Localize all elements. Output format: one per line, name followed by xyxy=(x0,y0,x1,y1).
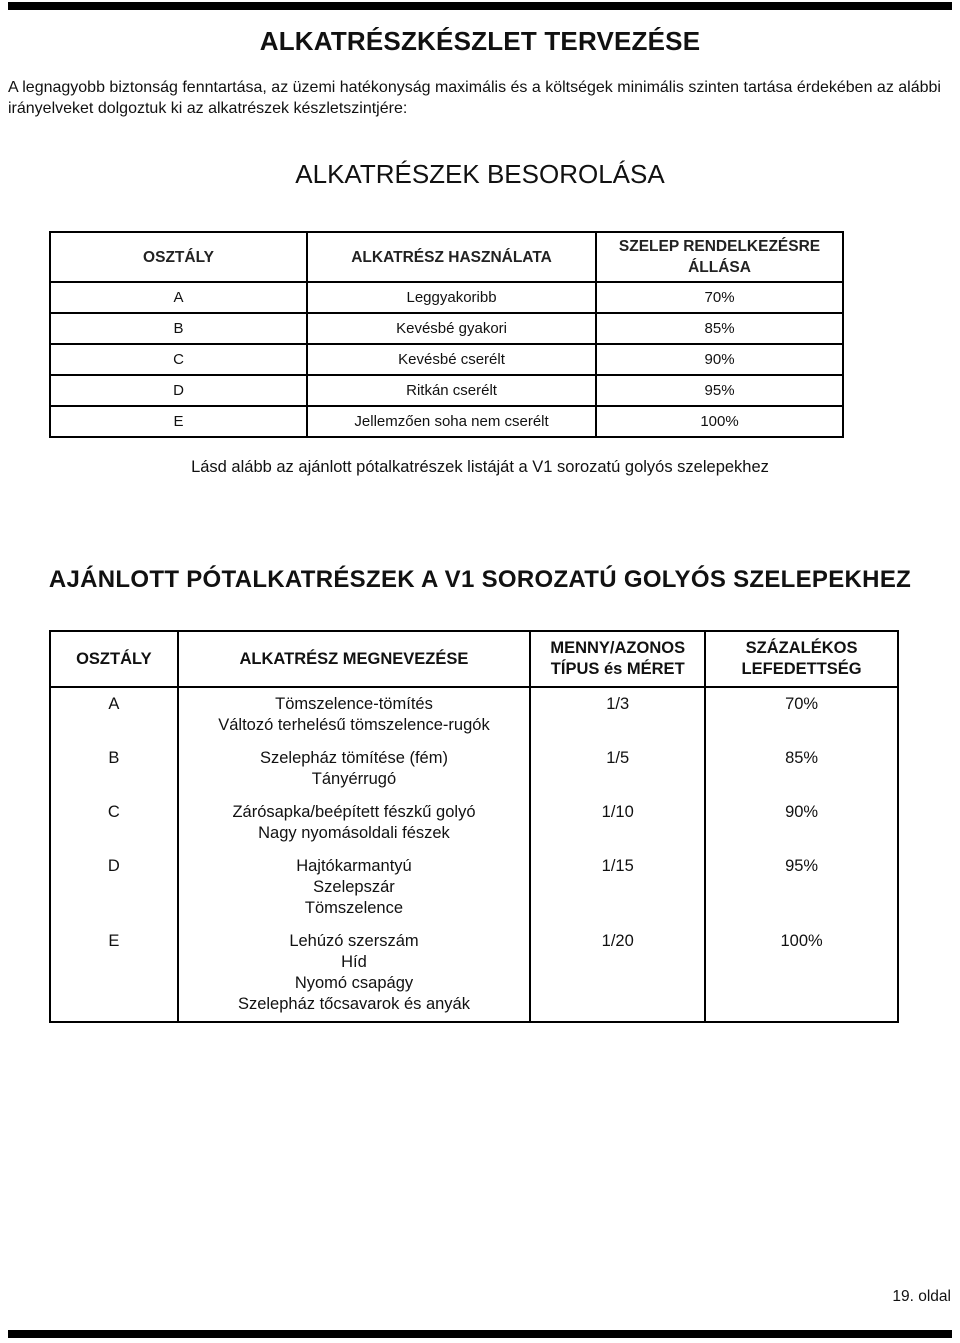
cell-quantity xyxy=(530,742,705,796)
cell-coverage xyxy=(705,742,898,796)
cell-availability: 95% xyxy=(596,375,843,406)
cell-class xyxy=(50,850,178,925)
cell-availability: 90% xyxy=(596,344,843,375)
part-item: Változó terhelésű tömszelence-rugók xyxy=(218,716,490,734)
cell-coverage-text: 100% xyxy=(780,932,823,950)
table-row xyxy=(50,850,898,925)
part-item: Tömszelence-tömítés xyxy=(275,695,433,713)
cell-parts xyxy=(178,742,531,796)
part-item: Tömszelence xyxy=(304,899,404,917)
cell-class-text: A xyxy=(108,695,120,713)
cell-class xyxy=(50,925,178,1022)
header-quantity-text: MENNY/AZONOS TÍPUS és MÉRET xyxy=(550,639,686,678)
part-item: Tányérrugó xyxy=(311,770,397,788)
cell-parts xyxy=(178,850,531,925)
header-availability-text: SZELEP RENDELKEZÉSRE ÁLLÁSA xyxy=(618,238,821,276)
table-row xyxy=(50,742,898,796)
spare-parts-table xyxy=(49,630,899,1023)
classification-table xyxy=(49,231,844,438)
header-part-name: ALKATRÉSZ MEGNEVEZÉSE xyxy=(178,631,531,687)
cell-class-text: D xyxy=(107,857,120,875)
cell-availability: 70% xyxy=(596,282,843,313)
cell-parts xyxy=(178,796,531,850)
page-title: ALKATRÉSZKÉSZLET TERVEZÉSE xyxy=(259,26,701,56)
intro-paragraph: A legnagyobb biztonság fenntartása, az üzemi hatékonyság maximális és a költségek minimális szinten tartása érdekében az alábbi irányelveket dolgoztuk ki az alkatrészek készletszintjére: xyxy=(8,79,941,117)
cell-class-text: B xyxy=(108,749,120,767)
part-item: Szelepszár xyxy=(313,878,395,896)
cell-quantity-text: 1/20 xyxy=(601,932,634,950)
header-coverage-text: SZÁZALÉKOS LEFEDETTSÉG xyxy=(741,639,862,678)
cell-availability: 100% xyxy=(596,406,843,437)
part-item: Híd xyxy=(341,953,367,971)
cell-quantity-text: 1/5 xyxy=(606,749,630,767)
cell-class: A xyxy=(50,282,307,313)
cell-class xyxy=(50,796,178,850)
section-title-classification: ALKATRÉSZEK BESOROLÁSA xyxy=(295,159,665,189)
cell-parts xyxy=(178,687,531,742)
cell-quantity xyxy=(530,796,705,850)
header-coverage xyxy=(705,631,898,687)
cell-coverage-text: 90% xyxy=(785,803,819,821)
cell-usage: Ritkán cserélt xyxy=(307,375,596,406)
part-item: Szelepház tőcsavarok és anyák xyxy=(237,995,470,1013)
cell-coverage xyxy=(705,796,898,850)
table-row xyxy=(50,687,898,742)
part-item: Zárósapka/beépített fészkű golyó xyxy=(232,803,476,821)
section-title-spare-parts: AJÁNLOTT PÓTALKATRÉSZEK A V1 SOROZATÚ GOLYÓS SZELEPEKHEZ xyxy=(48,566,912,593)
part-item: Szelepház tömítése (fém) xyxy=(259,749,448,767)
header-class: OSZTÁLY xyxy=(50,232,307,282)
cell-availability: 85% xyxy=(596,313,843,344)
cell-quantity-text: 1/15 xyxy=(601,857,634,875)
cell-quantity xyxy=(530,850,705,925)
cell-class: B xyxy=(50,313,307,344)
cell-class: D xyxy=(50,375,307,406)
cell-quantity xyxy=(530,687,705,742)
cell-usage: Leggyakoribb xyxy=(307,282,596,313)
table-row xyxy=(50,796,898,850)
table-row xyxy=(50,282,843,313)
cell-quantity-text: 1/3 xyxy=(606,695,630,713)
cell-quantity-text: 1/10 xyxy=(601,803,634,821)
cell-class: C xyxy=(50,344,307,375)
table-row xyxy=(50,925,898,1022)
table-header-row xyxy=(50,232,843,282)
cell-class xyxy=(50,687,178,742)
header-quantity xyxy=(530,631,705,687)
cell-parts xyxy=(178,925,531,1022)
cell-usage: Kevésbé gyakori xyxy=(307,313,596,344)
table-row xyxy=(50,344,843,375)
part-item: Nyomó csapágy xyxy=(294,974,414,992)
table-row xyxy=(50,313,843,344)
top-rule xyxy=(8,2,952,10)
cell-coverage xyxy=(705,687,898,742)
part-item: Nagy nyomásoldali fészek xyxy=(258,824,450,842)
cell-coverage xyxy=(705,850,898,925)
cell-quantity xyxy=(530,925,705,1022)
cell-coverage xyxy=(705,925,898,1022)
part-item: Hajtókarmantyú xyxy=(296,857,412,875)
header-availability xyxy=(596,232,843,282)
cell-coverage-text: 95% xyxy=(785,857,819,875)
table-row xyxy=(50,375,843,406)
table-header-row xyxy=(50,631,898,687)
header-usage: ALKATRÉSZ HASZNÁLATA xyxy=(307,232,596,282)
cell-usage: Kevésbé cserélt xyxy=(307,344,596,375)
table-row xyxy=(50,406,843,437)
bottom-rule xyxy=(8,1330,952,1338)
header-class: OSZTÁLY xyxy=(50,631,178,687)
cell-class: E xyxy=(50,406,307,437)
cell-coverage-text: 70% xyxy=(785,695,819,713)
cell-usage: Jellemzően soha nem cserélt xyxy=(307,406,596,437)
page-number: 19. oldal xyxy=(892,1288,951,1305)
note-text: Lásd alább az ajánlott pótalkatrészek listáját a V1 sorozatú golyós szelepekhez xyxy=(191,458,769,476)
part-item: Lehúzó szerszám xyxy=(289,932,419,950)
cell-class-text: E xyxy=(108,932,120,950)
cell-class xyxy=(50,742,178,796)
cell-coverage-text: 85% xyxy=(785,749,819,767)
cell-class-text: C xyxy=(107,803,120,821)
